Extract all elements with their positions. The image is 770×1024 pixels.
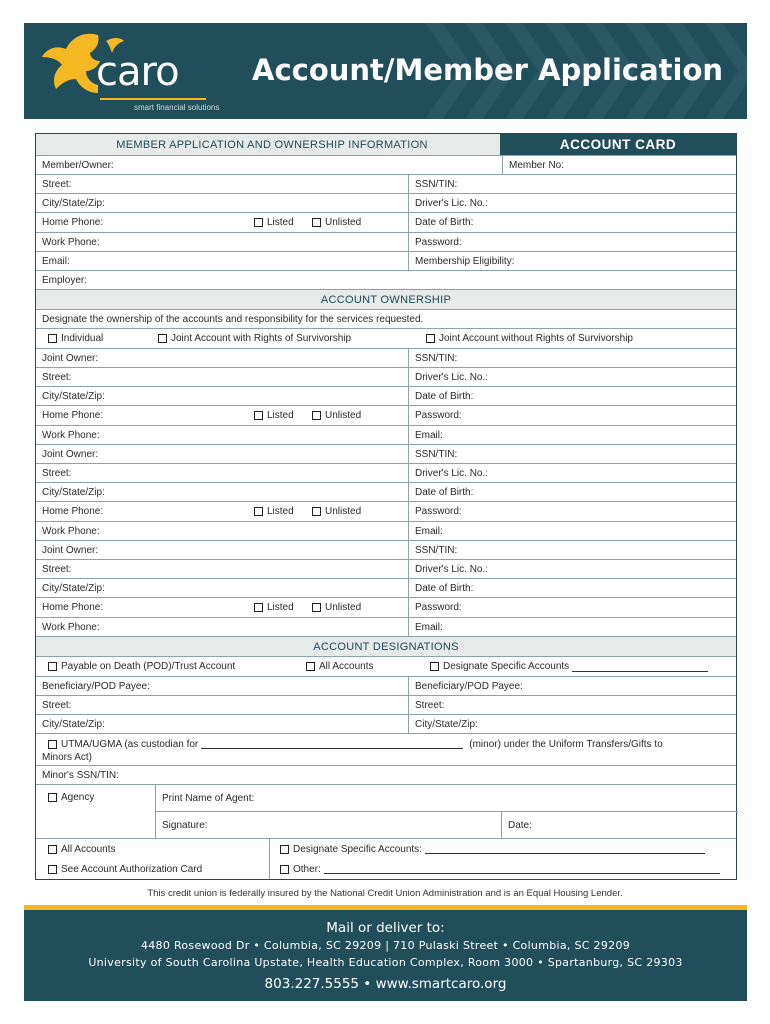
footnote: This credit union is federally insured by the National Credit Union Administration and is an Equal Housing Lender.	[147, 888, 623, 899]
joint-owner-3-dob-field[interactable]: Date of Birth:	[408, 579, 738, 597]
member-listed-option[interactable]	[248, 213, 308, 232]
unlisted-checkbox[interactable]	[312, 507, 321, 516]
agent-date-field[interactable]: Date:	[501, 812, 738, 839]
joint-owner-1-street-field[interactable]: Street:	[42, 371, 72, 383]
header-banner	[24, 23, 747, 119]
all-accounts-checkbox[interactable]	[306, 662, 315, 671]
member-eligibility-field[interactable]: Membership Eligibility:	[408, 252, 738, 270]
unlisted-checkbox[interactable]	[312, 218, 321, 227]
listed-label: Listed	[267, 602, 294, 613]
listed-checkbox[interactable]	[254, 603, 263, 612]
all-accounts-checkbox[interactable]	[48, 845, 57, 854]
joint-owner-2-password-field[interactable]: Password:	[408, 502, 738, 521]
listed-checkbox[interactable]	[254, 218, 263, 227]
joint-owner-1-work-row	[36, 426, 736, 445]
joint-owner-3-work-row	[36, 618, 736, 637]
beneficiary-row	[36, 677, 736, 696]
unlisted-checkbox[interactable]	[312, 411, 321, 420]
joint-owner-3-password-field[interactable]: Password:	[408, 598, 738, 617]
utma-row	[36, 734, 736, 766]
ownership-instructions-row	[36, 310, 736, 329]
unlisted-label: Unlisted	[325, 410, 362, 421]
listed-label: Listed	[267, 506, 294, 517]
pod-label: Payable on Death (POD)/Trust Account	[61, 661, 236, 672]
joint-owner-1-city-field[interactable]: City/State/Zip:	[42, 390, 105, 402]
unlisted-label: Unlisted	[325, 602, 362, 613]
member-work-phone-field[interactable]: Work Phone:	[42, 236, 100, 248]
pod-checkbox[interactable]	[48, 662, 57, 671]
member-employer-row	[36, 271, 736, 290]
joint-owner-2-unlisted-option[interactable]	[306, 502, 396, 521]
joint-owner-1-password-field[interactable]: Password:	[408, 406, 738, 425]
caro-logo[interactable]	[36, 27, 236, 117]
agency-accounts-row	[36, 839, 736, 879]
agency-designate-specific-line[interactable]	[425, 844, 705, 854]
listed-checkbox[interactable]	[254, 507, 263, 516]
member-street-field[interactable]: Street:	[42, 178, 72, 190]
designate-specific-line[interactable]	[572, 662, 708, 672]
beneficiary-street-field-1[interactable]: Street:	[42, 699, 72, 711]
unlisted-label: Unlisted	[325, 506, 362, 517]
member-city-row	[36, 194, 736, 213]
beneficiary-city-field-2[interactable]: City/State/Zip:	[408, 715, 738, 733]
joint-owner-3-drivers-field[interactable]: Driver's Lic. No.:	[408, 560, 738, 578]
joint-without-option[interactable]	[420, 329, 738, 348]
member-password-field[interactable]: Password:	[408, 233, 738, 251]
logo-wordmark: caro	[96, 49, 179, 95]
joint-owner-2-city-field[interactable]: City/State/Zip:	[42, 486, 105, 498]
agency-designate-specific-label: Designate Specific Accounts:	[293, 843, 422, 855]
joint-owner-3-city-field[interactable]: City/State/Zip:	[42, 582, 105, 594]
joint-owner-1-work-field[interactable]: Work Phone:	[42, 429, 100, 441]
see-card-option[interactable]	[42, 859, 262, 879]
joint-owner-2-ssn-field[interactable]: SSN/TIN:	[408, 445, 738, 463]
joint-owner-3-work-field[interactable]: Work Phone:	[42, 621, 100, 633]
listed-label: Listed	[267, 217, 294, 228]
other-line[interactable]	[324, 864, 720, 874]
member-email-field[interactable]: Email:	[42, 255, 70, 267]
joint-owner-3-street-field[interactable]: Street:	[42, 563, 72, 575]
utma-act-label: Minors Act)	[42, 751, 93, 763]
print-agent-field[interactable]: Print Name of Agent:	[155, 785, 738, 812]
all-accounts-label: All Accounts	[319, 661, 374, 672]
joint-owner-1-drivers-field[interactable]: Driver's Lic. No.:	[408, 368, 738, 386]
joint-owner-3-home-row	[36, 598, 736, 618]
pod-option[interactable]	[42, 657, 302, 676]
joint-owner-2-field[interactable]: Joint Owner:	[42, 448, 99, 460]
other-option[interactable]	[269, 859, 738, 879]
joint-owner-1-dob-field[interactable]: Date of Birth:	[408, 387, 738, 405]
joint-owner-2-work-row	[36, 522, 736, 541]
logo-underline	[100, 98, 206, 100]
ownership-instructions: Designate the ownership of the accounts and responsibility for the services requested.	[42, 313, 424, 325]
member-owner-row	[36, 156, 736, 175]
joint-owner-2-email-field[interactable]: Email:	[408, 522, 738, 540]
designations-section-title: ACCOUNT DESIGNATIONS	[36, 637, 736, 657]
utma-custodian-line[interactable]	[201, 739, 463, 749]
joint-owner-2-row	[36, 445, 736, 464]
member-dob-field[interactable]: Date of Birth:	[408, 213, 738, 232]
beneficiary-city-field-1[interactable]: City/State/Zip:	[42, 718, 105, 730]
designate-specific-checkbox[interactable]	[280, 845, 289, 854]
joint-owner-3-listed-option[interactable]	[248, 598, 308, 617]
agency-checkbox[interactable]	[48, 793, 57, 802]
joint-owner-2-home-row	[36, 502, 736, 522]
joint-owner-3-home-field[interactable]: Home Phone:	[42, 602, 104, 613]
agency-all-accounts-option[interactable]	[42, 839, 262, 859]
member-home-phone-row	[36, 213, 736, 233]
joint-without-label: Joint Account without Rights of Survivorship	[439, 333, 633, 344]
joint-owner-2-street-field[interactable]: Street:	[42, 467, 72, 479]
application-form	[35, 133, 737, 880]
agency-label: Agency	[61, 791, 95, 803]
unlisted-checkbox[interactable]	[312, 603, 321, 612]
listed-checkbox[interactable]	[254, 411, 263, 420]
ownership-section-title: ACCOUNT OWNERSHIP	[36, 290, 736, 310]
footer-address-1: 4480 Rosewood Dr • Columbia, SC 29209 | 710 Pulaski Street • Columbia, SC 29209	[140, 939, 631, 952]
individual-option[interactable]	[42, 329, 152, 348]
designate-specific-label: Designate Specific Accounts	[443, 661, 570, 672]
footer-accent-bar	[24, 905, 747, 910]
minor-ssn-field[interactable]: Minor's SSN/TIN:	[42, 769, 119, 781]
member-unlisted-option[interactable]	[306, 213, 396, 232]
joint-owner-1-listed-option[interactable]	[248, 406, 308, 425]
member-owner-field[interactable]: Member/Owner:	[42, 159, 114, 171]
member-drivers-field[interactable]: Driver's Lic. No.:	[408, 194, 738, 212]
agent-signature-field[interactable]: Signature:	[155, 812, 501, 839]
agency-row	[36, 785, 736, 839]
joint-owner-2-city-row	[36, 483, 736, 502]
agency-all-accounts-label: All Accounts	[61, 843, 116, 855]
other-label: Other:	[293, 863, 321, 875]
joint-owner-3-row	[36, 541, 736, 560]
joint-owner-3-unlisted-option[interactable]	[306, 598, 396, 617]
joint-owner-1-row	[36, 349, 736, 368]
member-employer-field[interactable]: Employer:	[42, 274, 88, 286]
joint-owner-3-ssn-field[interactable]: SSN/TIN:	[408, 541, 738, 559]
member-section-title: MEMBER APPLICATION AND OWNERSHIP INFORMATION	[116, 138, 428, 151]
joint-owner-2-listed-option[interactable]	[248, 502, 308, 521]
member-street-row	[36, 175, 736, 194]
beneficiary-field-1[interactable]: Beneficiary/POD Payee:	[42, 680, 150, 692]
joint-owner-1-home-field[interactable]: Home Phone:	[42, 410, 104, 421]
utma-checkbox[interactable]	[48, 740, 57, 749]
joint-owner-3-field[interactable]: Joint Owner:	[42, 544, 99, 556]
pod-row	[36, 657, 736, 677]
see-card-checkbox[interactable]	[48, 865, 57, 874]
footer-contact[interactable]: 803.227.5555 • www.smartcaro.org	[264, 976, 507, 992]
joint-owner-1-field[interactable]: Joint Owner:	[42, 352, 99, 364]
pod-designate-specific-option[interactable]	[424, 657, 738, 676]
pod-all-accounts-option[interactable]	[300, 657, 420, 676]
joint-owner-1-ssn-field[interactable]: SSN/TIN:	[408, 349, 738, 367]
agency-option[interactable]	[42, 787, 152, 807]
see-card-label: See Account Authorization Card	[61, 863, 203, 875]
joint-owner-1-home-row	[36, 406, 736, 426]
joint-owner-2-home-field[interactable]: Home Phone:	[42, 506, 104, 517]
account-card-title: ACCOUNT CARD	[500, 134, 736, 155]
minor-ssn-row	[36, 766, 736, 785]
member-home-phone-field[interactable]: Home Phone:	[42, 217, 104, 228]
joint-owner-1-street-row	[36, 368, 736, 387]
footer-address-2: University of South Carolina Upstate, Health Education Complex, Room 3000 • Spartanburg, SC 29303	[88, 956, 683, 969]
joint-owner-3-email-field[interactable]: Email:	[408, 618, 738, 636]
beneficiary-city-row	[36, 715, 736, 734]
designate-specific-checkbox[interactable]	[430, 662, 439, 671]
individual-label: Individual	[61, 333, 104, 344]
joint-with-label: Joint Account with Rights of Survivorship	[171, 333, 352, 344]
joint-owner-2-drivers-field[interactable]: Driver's Lic. No.:	[408, 464, 738, 482]
listed-label: Listed	[267, 410, 294, 421]
member-ssn-field[interactable]: SSN/TIN:	[408, 175, 738, 193]
unlisted-label: Unlisted	[325, 217, 362, 228]
joint-without-checkbox[interactable]	[426, 334, 435, 343]
joint-with-checkbox[interactable]	[158, 334, 167, 343]
footer-banner	[24, 905, 747, 1001]
joint-owner-2-work-field[interactable]: Work Phone:	[42, 525, 100, 537]
joint-owner-1-city-row	[36, 387, 736, 406]
joint-owner-2-street-row	[36, 464, 736, 483]
logo-tagline: smart financial solutions	[134, 103, 220, 112]
beneficiary-street-row	[36, 696, 736, 715]
beneficiary-street-field-2[interactable]: Street:	[408, 696, 738, 714]
member-email-row	[36, 252, 736, 271]
joint-owner-3-street-row	[36, 560, 736, 579]
page-title: Account/Member Application	[252, 53, 724, 87]
joint-owner-3-city-row	[36, 579, 736, 598]
member-city-field[interactable]: City/State/Zip:	[42, 197, 105, 209]
footer-heading: Mail or deliver to:	[326, 920, 445, 936]
member-work-phone-row	[36, 233, 736, 252]
member-section-header	[36, 134, 736, 156]
beneficiary-field-2[interactable]: Beneficiary/POD Payee:	[408, 677, 738, 695]
ownership-type-row	[36, 329, 736, 349]
utma-label: UTMA/UGMA (as custodian for	[61, 738, 199, 750]
individual-checkbox[interactable]	[48, 334, 57, 343]
joint-with-option[interactable]	[152, 329, 422, 348]
member-no-field[interactable]: Member No:	[502, 156, 738, 174]
joint-owner-1-unlisted-option[interactable]	[306, 406, 396, 425]
joint-owner-1-email-field[interactable]: Email:	[408, 426, 738, 444]
other-checkbox[interactable]	[280, 865, 289, 874]
agency-designate-specific-option[interactable]	[269, 839, 738, 859]
utma-minor-label: (minor) under the Uniform Transfers/Gifts to	[469, 738, 663, 750]
joint-owner-2-dob-field[interactable]: Date of Birth:	[408, 483, 738, 501]
